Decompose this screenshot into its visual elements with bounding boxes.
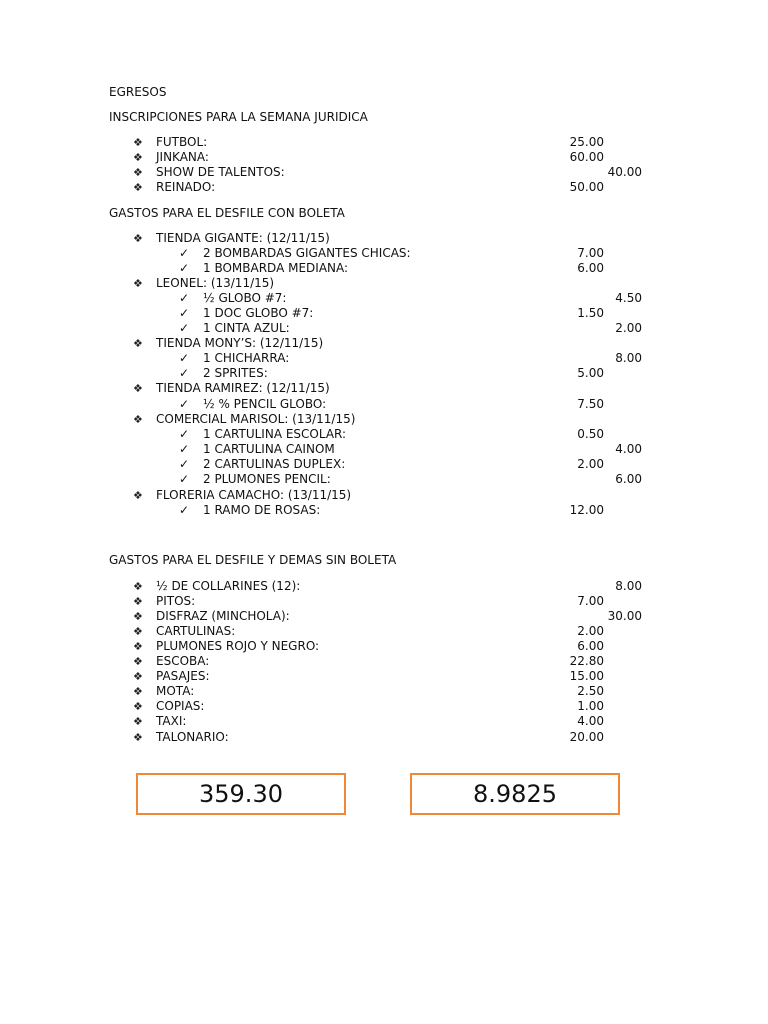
- checkmark-icon: ✓: [179, 351, 190, 365]
- amount-col-a: 7.50: [577, 397, 604, 411]
- item-label: 1 CHICHARRA:: [203, 351, 290, 365]
- diamond-bullet-icon: ❖: [133, 181, 143, 194]
- total-box-right: 8.9825: [410, 773, 620, 815]
- item-label: PASAJES:: [156, 669, 210, 683]
- list-item: [0, 699, 768, 714]
- amount-col-a: 0.50: [577, 427, 604, 441]
- item-label: DISFRAZ (MINCHOLA):: [156, 609, 290, 623]
- amount-col-a: 2.00: [577, 457, 604, 471]
- list-item: [0, 669, 768, 684]
- item-label: PLUMONES ROJO Y NEGRO:: [156, 639, 320, 653]
- section-heading-line: [0, 110, 768, 125]
- item-label: JINKANA:: [156, 150, 209, 164]
- amount-col-a: 22.80: [569, 654, 604, 668]
- group-label: FLORERIA CAMACHO: (13/11/15): [156, 488, 352, 502]
- list-item: [0, 306, 768, 321]
- diamond-bullet-icon: ❖: [133, 580, 143, 593]
- title-line: [0, 85, 768, 100]
- amount-col-b: 4.50: [615, 291, 642, 305]
- amount-col-b: 30.00: [607, 609, 642, 623]
- item-label: 1 CARTULINA CAINOM: [203, 442, 335, 456]
- diamond-bullet-icon: ❖: [133, 151, 143, 164]
- item-label: ESCOBA:: [156, 654, 210, 668]
- diamond-bullet-icon: ❖: [133, 731, 143, 744]
- list-item: [0, 397, 768, 412]
- item-label: REINADO:: [156, 180, 216, 194]
- list-item: [0, 135, 768, 150]
- list-item: [0, 150, 768, 165]
- item-label: 1 RAMO DE ROSAS:: [203, 503, 321, 517]
- group-header: [0, 336, 768, 351]
- item-label: 2 CARTULINAS DUPLEX:: [203, 457, 346, 471]
- checkmark-icon: ✓: [179, 442, 190, 456]
- amount-col-b: 8.00: [615, 579, 642, 593]
- amount-col-a: 20.00: [569, 730, 604, 744]
- document-title: EGRESOS: [109, 85, 167, 99]
- item-label: 2 PLUMONES PENCIL:: [203, 472, 331, 486]
- group-header: [0, 412, 768, 427]
- amount-col-a: 6.00: [577, 261, 604, 275]
- list-item: [0, 684, 768, 699]
- checkmark-icon: ✓: [179, 366, 190, 380]
- checkmark-icon: ✓: [179, 472, 190, 486]
- amount-col-a: 2.50: [577, 684, 604, 698]
- amount-col-b: 8.00: [615, 351, 642, 365]
- section-heading: GASTOS PARA EL DESFILE CON BOLETA: [109, 206, 345, 220]
- list-item: [0, 714, 768, 729]
- diamond-bullet-icon: ❖: [133, 595, 143, 608]
- list-item: [0, 579, 768, 594]
- item-label: ½ % PENCIL GLOBO:: [203, 397, 327, 411]
- amount-col-a: 7.00: [577, 594, 604, 608]
- item-label: 1 BOMBARDA MEDIANA:: [203, 261, 349, 275]
- diamond-bullet-icon: ❖: [133, 166, 143, 179]
- amount-col-a: 12.00: [569, 503, 604, 517]
- amount-col-a: 6.00: [577, 639, 604, 653]
- item-label: 2 SPRITES:: [203, 366, 268, 380]
- diamond-bullet-icon: ❖: [133, 625, 143, 638]
- item-label: COPIAS:: [156, 699, 205, 713]
- amount-col-a: 1.00: [577, 699, 604, 713]
- group-label: TIENDA GIGANTE: (12/11/15): [156, 231, 330, 245]
- list-item: [0, 503, 768, 518]
- list-item: [0, 246, 768, 261]
- item-label: 1 CARTULINA ESCOLAR:: [203, 427, 347, 441]
- diamond-bullet-icon: ❖: [133, 610, 143, 623]
- diamond-bullet-icon: ❖: [133, 337, 143, 350]
- diamond-bullet-icon: ❖: [133, 136, 143, 149]
- group-label: TIENDA MONY’S: (12/11/15): [156, 336, 324, 350]
- amount-col-b: 6.00: [615, 472, 642, 486]
- list-item: [0, 609, 768, 624]
- amount-col-a: 5.00: [577, 366, 604, 380]
- item-label: CARTULINAS:: [156, 624, 236, 638]
- amount-col-a: 2.00: [577, 624, 604, 638]
- group-label: COMERCIAL MARISOL: (13/11/15): [156, 412, 356, 426]
- group-header: [0, 276, 768, 291]
- amount-col-b: 40.00: [607, 165, 642, 179]
- diamond-bullet-icon: ❖: [133, 413, 143, 426]
- list-item: [0, 442, 768, 457]
- diamond-bullet-icon: ❖: [133, 715, 143, 728]
- list-item: [0, 321, 768, 336]
- amount-col-a: 1.50: [577, 306, 604, 320]
- list-item: [0, 261, 768, 276]
- checkmark-icon: ✓: [179, 246, 190, 260]
- item-label: TAXI:: [156, 714, 187, 728]
- diamond-bullet-icon: ❖: [133, 685, 143, 698]
- diamond-bullet-icon: ❖: [133, 655, 143, 668]
- checkmark-icon: ✓: [179, 457, 190, 471]
- list-item: [0, 624, 768, 639]
- checkmark-icon: ✓: [179, 261, 190, 275]
- item-label: MOTA:: [156, 684, 195, 698]
- group-header: [0, 381, 768, 396]
- diamond-bullet-icon: ❖: [133, 232, 143, 245]
- list-item: [0, 180, 768, 195]
- item-label: FUTBOL:: [156, 135, 208, 149]
- amount-col-b: 2.00: [615, 321, 642, 335]
- diamond-bullet-icon: ❖: [133, 670, 143, 683]
- amount-col-a: 4.00: [577, 714, 604, 728]
- item-label: TALONARIO:: [156, 730, 229, 744]
- item-label: 2 BOMBARDAS GIGANTES CHICAS:: [203, 246, 411, 260]
- section-heading: INSCRIPCIONES PARA LA SEMANA JURIDICA: [109, 110, 368, 124]
- list-item: [0, 457, 768, 472]
- group-header: [0, 488, 768, 503]
- diamond-bullet-icon: ❖: [133, 489, 143, 502]
- total-box-left: 359.30: [136, 773, 346, 815]
- group-label: TIENDA RAMIREZ: (12/11/15): [156, 381, 330, 395]
- item-label: 1 DOC GLOBO #7:: [203, 306, 314, 320]
- list-item: [0, 366, 768, 381]
- amount-col-a: 50.00: [569, 180, 604, 194]
- item-label: ½ DE COLLARINES (12):: [156, 579, 301, 593]
- list-item: [0, 351, 768, 366]
- item-label: ½ GLOBO #7:: [203, 291, 287, 305]
- list-item: [0, 654, 768, 669]
- group-label: LEONEL: (13/11/15): [156, 276, 275, 290]
- amount-col-a: 60.00: [569, 150, 604, 164]
- diamond-bullet-icon: ❖: [133, 382, 143, 395]
- checkmark-icon: ✓: [179, 321, 190, 335]
- checkmark-icon: ✓: [179, 397, 190, 411]
- list-item: [0, 639, 768, 654]
- list-item: [0, 594, 768, 609]
- section-heading: GASTOS PARA EL DESFILE Y DEMAS SIN BOLETA: [109, 553, 397, 567]
- list-item: [0, 472, 768, 487]
- diamond-bullet-icon: ❖: [133, 640, 143, 653]
- checkmark-icon: ✓: [179, 291, 190, 305]
- list-item: [0, 291, 768, 306]
- group-header: [0, 231, 768, 246]
- amount-col-a: 15.00: [569, 669, 604, 683]
- item-label: SHOW DE TALENTOS:: [156, 165, 285, 179]
- amount-col-a: 7.00: [577, 246, 604, 260]
- list-item: [0, 427, 768, 442]
- checkmark-icon: ✓: [179, 427, 190, 441]
- list-item: [0, 730, 768, 745]
- item-label: 1 CINTA AZUL:: [203, 321, 290, 335]
- diamond-bullet-icon: ❖: [133, 700, 143, 713]
- checkmark-icon: ✓: [179, 306, 190, 320]
- list-item: [0, 165, 768, 180]
- item-label: PITOS:: [156, 594, 196, 608]
- amount-col-b: 4.00: [615, 442, 642, 456]
- amount-col-a: 25.00: [569, 135, 604, 149]
- checkmark-icon: ✓: [179, 503, 190, 517]
- section-heading-line: [0, 553, 768, 568]
- section-heading-line: [0, 206, 768, 221]
- diamond-bullet-icon: ❖: [133, 277, 143, 290]
